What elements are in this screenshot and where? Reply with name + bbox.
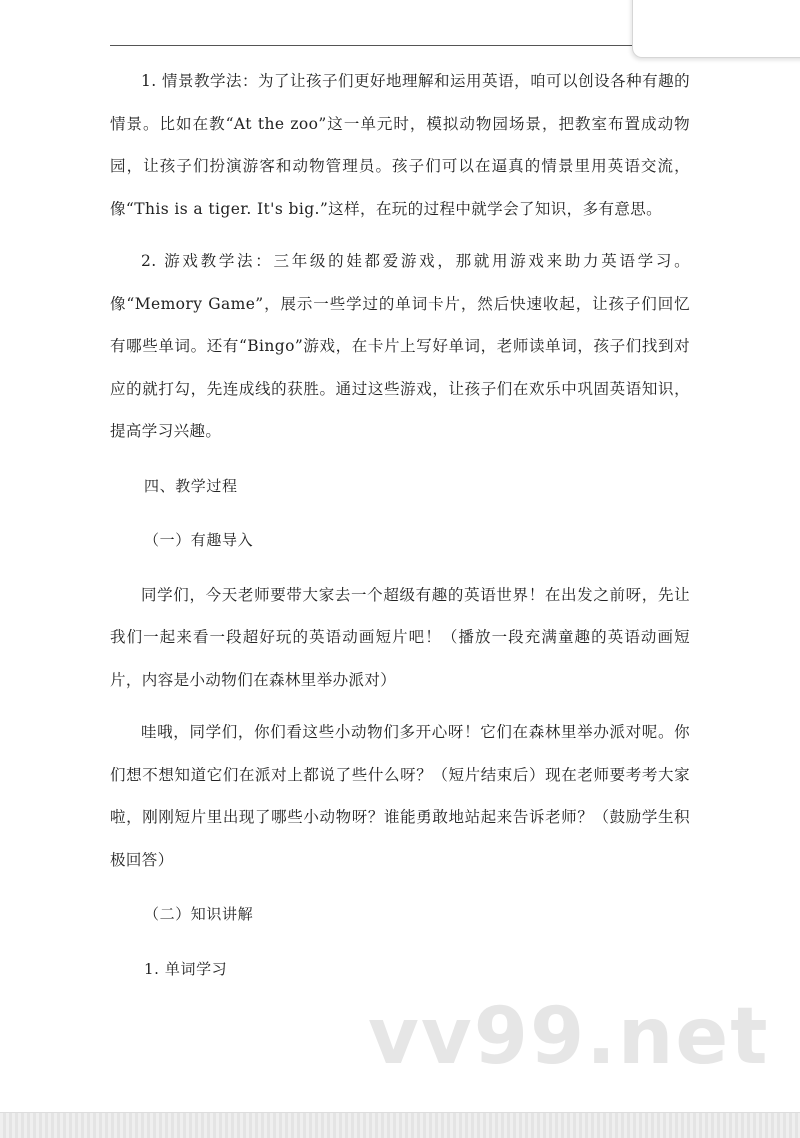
paragraph-after-video: 哇哦，同学们，你们看这些小动物们多开心呀！它们在森林里举办派对呢。你们想不想知道它们在派对上都说了些什么呀？（短片结束后）现在老师要考考大家啦，刚刚短片里出现了哪些小动物呀？谁能勇敢地站起来告诉老师？（鼓励学生积极回答） xyxy=(110,723,690,869)
heading-teaching-process: 四、教学过程 xyxy=(144,476,238,495)
paragraph-intro-video: 同学们，今天老师要带大家去一个超级有趣的英语世界！在出发之前呀，先让我们一起来看一段超好玩的英语动画短片吧！（播放一段充满童趣的英语动画短片，内容是小动物们在森林里举办派对） xyxy=(110,585,690,689)
bottom-scroll-strip xyxy=(0,1112,800,1138)
paragraph-game-teaching: 2. 游戏教学法：三年级的娃都爱游戏，那就用游戏来助力英语学习。像“Memory Game”，展示一些学过的单词卡片，然后快速收起，让孩子们回忆有哪些单词。还有“Bingo”游戏，在卡片上写好单词，老师读单词，孩子们找到对应的就打勾，先连成线的获胜。通过这些游戏，让孩子们在欢乐中巩固英语知识，提高学习兴趣。 xyxy=(110,252,690,440)
document-page xyxy=(110,60,690,990)
watermark-text: vv99.net xyxy=(368,992,770,1082)
heading-knowledge-explanation: （二）知识讲解 xyxy=(144,905,254,923)
heading-word-learning: 1. 单词学习 xyxy=(144,959,228,978)
header-rule xyxy=(110,45,640,46)
paragraph-situational-teaching: 1. 情景教学法：为了让孩子们更好地理解和运用英语，咱可以创设各种有趣的情景。比如在教“At the zoo”这一单元时，模拟动物园场景，把教室布置成动物园，让孩子们扮演游客和动物管理员。孩子们可以在逼真的情景里用英语交流，像“This is a tiger. It's big.”这样，在玩的过程中就学会了知识，多有意思。 xyxy=(110,72,690,218)
heading-fun-intro: （一）有趣导入 xyxy=(144,531,254,549)
page-corner-tab xyxy=(632,0,800,58)
